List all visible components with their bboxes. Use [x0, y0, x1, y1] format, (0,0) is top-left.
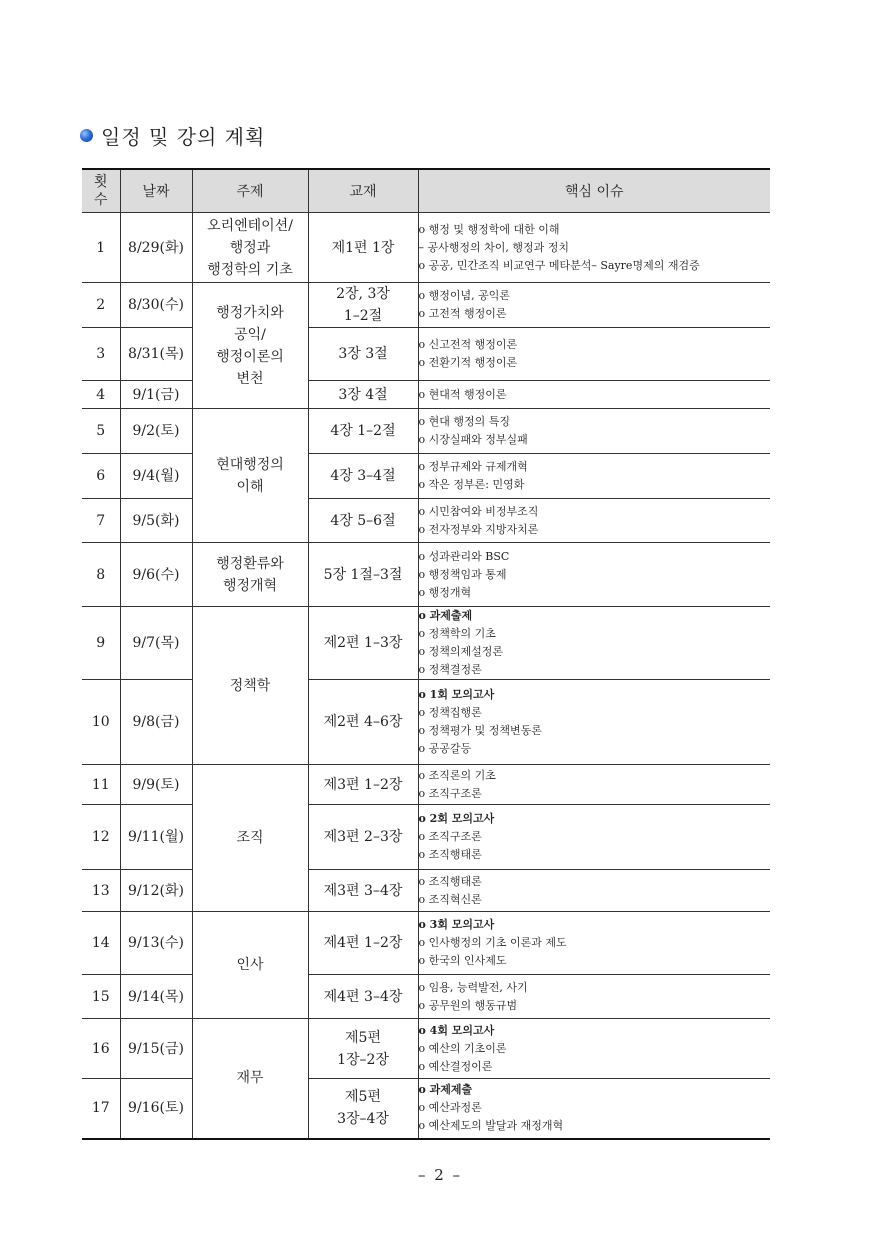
table-row — [82, 454, 770, 499]
issue-item: o 조직구조론 — [418, 786, 482, 800]
issue-item: o 공공, 민간조직 비교연구 메타분석– Sayre명제의 재검증 — [418, 258, 700, 272]
textbook-chapter: 제3편 2–3장 — [308, 805, 418, 870]
issue-item: o 현대적 행정이론 — [418, 387, 507, 401]
key-issues — [418, 454, 770, 499]
issue-item: o 정책평가 및 정책변동론 — [418, 724, 542, 737]
table-row — [82, 765, 770, 805]
issue-item: o 2회 모의고사 — [418, 812, 495, 825]
session-number: 3 — [82, 328, 120, 381]
session-number: 1 — [82, 213, 120, 283]
issue-item: o 전환기적 행정이론 — [418, 356, 518, 369]
table-row — [82, 975, 770, 1019]
session-date: 9/14(목) — [120, 975, 192, 1019]
session-topic: 오리엔테이션/ 행정과 행정학의 기초 — [192, 213, 308, 283]
session-number: 14 — [82, 912, 120, 975]
schedule-table — [82, 168, 770, 1140]
session-date: 9/13(수) — [120, 912, 192, 975]
schedule-body — [82, 213, 770, 1139]
issue-item: o 1회 모의고사 — [418, 688, 495, 701]
table-row — [82, 499, 770, 543]
issue-item: o 공공갈등 — [418, 742, 472, 755]
session-date: 9/1(금) — [120, 381, 192, 409]
textbook-chapter: 제5편 3장–4장 — [308, 1079, 418, 1139]
textbook-chapter: 제5편 1장–2장 — [308, 1019, 418, 1079]
issue-item: o 정부규제와 규제개혁 — [418, 460, 528, 473]
textbook-chapter: 3장 3절 — [308, 328, 418, 381]
textbook-chapter: 3장 4절 — [308, 381, 418, 409]
textbook-chapter: 4장 5–6절 — [308, 499, 418, 543]
issue-item: o 작은 정부론: 민영화 — [418, 478, 525, 491]
header-no-label: 횟 수 — [93, 174, 108, 208]
textbook-chapter: 제4편 1–2장 — [308, 912, 418, 975]
session-topic: 인사 — [192, 912, 308, 1019]
textbook-chapter: 제2편 4–6장 — [308, 680, 418, 765]
session-number: 12 — [82, 805, 120, 870]
issue-item: o 정책결정론 — [418, 663, 482, 676]
issue-item: o 공무원의 행동규범 — [418, 998, 518, 1012]
session-number: 6 — [82, 454, 120, 499]
table-row — [82, 283, 770, 328]
textbook-chapter: 제3편 3–4장 — [308, 870, 418, 912]
session-number: 5 — [82, 409, 120, 454]
session-topic: 행정가치와 공익/ 행정이론의 변천 — [192, 283, 308, 409]
session-number: 10 — [82, 680, 120, 765]
session-date: 9/16(토) — [120, 1079, 192, 1139]
table-row — [82, 607, 770, 680]
session-date: 9/5(화) — [120, 499, 192, 543]
issue-item: o 현대 행정의 특징 — [418, 415, 510, 428]
textbook-chapter: 2장, 3장 1–2절 — [308, 283, 418, 328]
table-row — [82, 805, 770, 870]
header-no — [82, 169, 120, 213]
textbook-chapter: 제4편 3–4장 — [308, 975, 418, 1019]
issue-item: o 예산결정이론 — [418, 1059, 493, 1073]
key-issues — [418, 213, 770, 283]
header-textbook: 교재 — [308, 169, 418, 213]
session-date: 9/8(금) — [120, 680, 192, 765]
bullet-icon — [80, 129, 93, 142]
key-issues — [418, 680, 770, 765]
textbook-chapter: 제2편 1–3장 — [308, 607, 418, 680]
session-date: 9/6(수) — [120, 543, 192, 607]
key-issues — [418, 607, 770, 680]
table-row — [82, 680, 770, 765]
table-row — [82, 409, 770, 454]
issue-item: o 예산과정론 — [418, 1101, 482, 1115]
table-row — [82, 213, 770, 283]
session-number: 15 — [82, 975, 120, 1019]
issue-item: o 예산제도의 발달과 재정개혁 — [418, 1119, 564, 1133]
session-number: 4 — [82, 381, 120, 409]
issue-item: o 3회 모의고사 — [418, 918, 495, 931]
textbook-chapter: 4장 3–4절 — [308, 454, 418, 499]
issue-item: o 4회 모의고사 — [418, 1023, 495, 1037]
header-date: 날짜 — [120, 169, 192, 213]
session-number: 7 — [82, 499, 120, 543]
session-number: 8 — [82, 543, 120, 607]
session-date: 9/9(토) — [120, 765, 192, 805]
issue-item: o 고전적 행정이론 — [418, 307, 507, 320]
session-date: 9/15(금) — [120, 1019, 192, 1079]
session-number: 13 — [82, 870, 120, 912]
table-row — [82, 912, 770, 975]
issue-item: o 조직행태론 — [418, 848, 482, 861]
issue-item: o 정책의제설정론 — [418, 645, 504, 658]
issue-item: o 정책학의 기초 — [418, 627, 496, 640]
section-heading — [80, 121, 265, 150]
session-date: 9/4(월) — [120, 454, 192, 499]
key-issues — [418, 409, 770, 454]
issue-item: o 행정개혁 — [418, 585, 472, 599]
issue-item: o 임용, 능력발전, 사기 — [418, 980, 528, 994]
table-row — [82, 1019, 770, 1079]
session-date: 8/31(목) — [120, 328, 192, 381]
page-number: – 2 – — [417, 1166, 463, 1184]
issue-item: o 조직구조론 — [418, 830, 482, 843]
key-issues — [418, 765, 770, 805]
session-date: 9/11(월) — [120, 805, 192, 870]
header-issues: 핵심 이슈 — [418, 169, 770, 213]
key-issues — [418, 975, 770, 1019]
key-issues — [418, 1019, 770, 1079]
issue-item: o 조직혁신론 — [418, 892, 482, 906]
issue-item: o 시장실패와 정부실패 — [418, 433, 528, 446]
table-row — [82, 1079, 770, 1139]
issue-item: o 과제제출 — [418, 1083, 473, 1097]
issue-item: – 공사행정의 차이, 행정과 정치 — [418, 240, 569, 254]
session-date: 8/29(화) — [120, 213, 192, 283]
key-issues — [418, 805, 770, 870]
key-issues — [418, 1079, 770, 1139]
issue-item: o 행정 및 행정학에 대한 이해 — [418, 222, 560, 236]
issue-item: o 행정책임과 통제 — [418, 567, 507, 581]
issue-item: o 성과관리와 BSC — [418, 549, 510, 563]
textbook-chapter: 제1편 1장 — [308, 213, 418, 283]
session-topic: 재무 — [192, 1019, 308, 1139]
session-date: 9/7(목) — [120, 607, 192, 680]
issue-item: o 인사행정의 기초 이론과 제도 — [418, 936, 567, 949]
session-date: 8/30(수) — [120, 283, 192, 328]
textbook-chapter: 4장 1–2절 — [308, 409, 418, 454]
session-topic: 현대행정의 이해 — [192, 409, 308, 543]
session-number: 11 — [82, 765, 120, 805]
session-topic: 정책학 — [192, 607, 308, 765]
issue-item: o 예산의 기초이론 — [418, 1041, 507, 1055]
key-issues — [418, 328, 770, 381]
table-header-row — [82, 169, 770, 213]
session-number: 9 — [82, 607, 120, 680]
session-date: 9/2(토) — [120, 409, 192, 454]
issue-item: o 한국의 인사제도 — [418, 954, 507, 967]
issue-item: o 정책집행론 — [418, 706, 482, 719]
key-issues — [418, 381, 770, 409]
table-row — [82, 870, 770, 912]
key-issues — [418, 912, 770, 975]
table-row — [82, 328, 770, 381]
issue-item: o 조직행태론 — [418, 874, 482, 888]
header-topic: 주제 — [192, 169, 308, 213]
session-number: 2 — [82, 283, 120, 328]
issue-item: o 행정이념, 공익론 — [418, 289, 510, 302]
issue-item: o 시민참여와 비정부조직 — [418, 504, 539, 518]
key-issues — [418, 870, 770, 912]
section-title: 일정 및 강의 계획 — [101, 125, 266, 149]
issue-item: o 과제출제 — [418, 609, 473, 622]
table-row — [82, 543, 770, 607]
issue-item: o 조직론의 기초 — [418, 768, 496, 782]
session-topic: 행정환류와 행정개혁 — [192, 543, 308, 607]
session-date: 9/12(화) — [120, 870, 192, 912]
issue-item: o 전자정부와 지방자치론 — [418, 522, 539, 536]
issue-item: o 신고전적 행정이론 — [418, 338, 518, 351]
session-number: 17 — [82, 1079, 120, 1139]
session-topic: 조직 — [192, 765, 308, 912]
key-issues — [418, 283, 770, 328]
table-row — [82, 381, 770, 409]
session-number: 16 — [82, 1019, 120, 1079]
textbook-chapter: 제3편 1–2장 — [308, 765, 418, 805]
key-issues — [418, 543, 770, 607]
key-issues — [418, 499, 770, 543]
textbook-chapter: 5장 1절–3절 — [308, 543, 418, 607]
